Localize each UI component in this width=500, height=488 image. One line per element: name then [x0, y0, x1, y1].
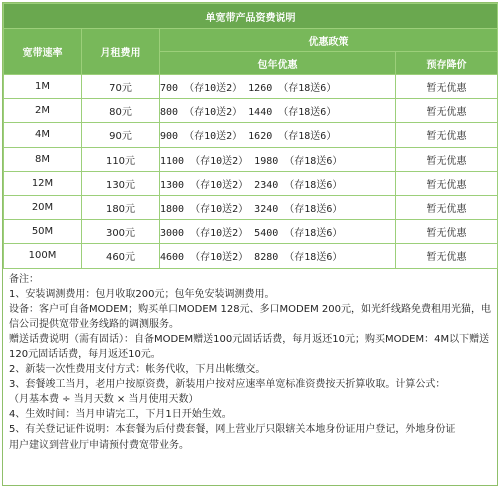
table-row: [4, 171, 498, 195]
cell-prepay: 暂无优惠: [396, 123, 498, 147]
notes-line: 5、有关登记证件说明：本套餐为后付费套餐，网上营业厅只限辖关本地身份证用户登记，外地身份证: [9, 424, 456, 436]
table-row: [4, 195, 498, 219]
header-monthly-fee: 月租费用: [82, 29, 160, 75]
notes-label: 备注：: [9, 273, 39, 285]
cell-prepay: 暂无优惠: [396, 147, 498, 171]
table-row: [4, 244, 498, 268]
cell-prepay: 暂无优惠: [396, 220, 498, 244]
cell-speed: 4M: [4, 123, 82, 147]
cell-prepay: 暂无优惠: [396, 99, 498, 123]
cell-annual-offer: 3000 （存10送2） 5400 （存18送6）: [160, 220, 396, 244]
cell-monthly-fee: 130元: [82, 171, 160, 195]
cell-annual-offer: 4600 （存10送2） 8280 （存18送6）: [160, 244, 396, 268]
cell-annual-offer: 1100 （存10送2） 1980 （存18送6）: [160, 147, 396, 171]
notes-line: 1、安装调测费用：包月收取200元；包年免安装调测费用。: [9, 288, 275, 300]
header-promo: 优惠政策: [160, 29, 498, 52]
cell-annual-offer: 1300 （存10送2） 2340 （存18送6）: [160, 171, 396, 195]
header-annual: 包年优惠: [160, 52, 396, 75]
notes-line: （月基本费 ÷ 当月天数 × 当月使用天数）: [9, 394, 199, 406]
cell-monthly-fee: 300元: [82, 220, 160, 244]
cell-speed: 2M: [4, 99, 82, 123]
cell-speed: 100M: [4, 244, 82, 268]
cell-annual-offer: 800 （存10送2） 1440 （存18送6）: [160, 99, 396, 123]
cell-monthly-fee: 460元: [82, 244, 160, 268]
cell-prepay: 暂无优惠: [396, 195, 498, 219]
cell-monthly-fee: 110元: [82, 147, 160, 171]
table-row: [4, 220, 498, 244]
notes-line: 2、新装一次性费用支付方式：帐务代收，下月出帐缴交。: [9, 364, 266, 376]
notes-line: 4、生效时间：当月申请完工，下月1日开始生效。: [9, 409, 232, 421]
cell-annual-offer: 900 （存10送2） 1620 （存18送6）: [160, 123, 396, 147]
tariff-table: [3, 3, 498, 269]
cell-speed: 1M: [4, 75, 82, 99]
notes-line: 3、套餐竣工当月，老用户按原资费，新装用户按对应速率单宽标准资费按天折算收取。计算公式：: [9, 379, 446, 391]
cell-prepay: 暂无优惠: [396, 171, 498, 195]
table-row: [4, 147, 498, 171]
table-row: [4, 123, 498, 147]
table-title: 单宽带产品资费说明: [4, 4, 498, 29]
cell-monthly-fee: 70元: [82, 75, 160, 99]
cell-speed: 8M: [4, 147, 82, 171]
table-row: [4, 99, 498, 123]
cell-speed: 12M: [4, 171, 82, 195]
cell-monthly-fee: 90元: [82, 123, 160, 147]
notes-line: 设备：客户可自备MODEM；购买单口MODEM 128元、多口MODEM 200元，如光纤线路免费租用光猫，电: [9, 303, 491, 315]
header-prepay: 预存降价: [396, 52, 498, 75]
cell-prepay: 暂无优惠: [396, 244, 498, 268]
cell-prepay: 暂无优惠: [396, 75, 498, 99]
table-row: [4, 75, 498, 99]
cell-monthly-fee: 80元: [82, 99, 160, 123]
notes-line: 信公司提供宽带业务线路的调测服务。: [9, 318, 179, 330]
notes-line: 用户建议到营业厅申请预付费宽带业务。: [9, 439, 189, 451]
tariff-panel: [2, 2, 498, 486]
cell-annual-offer: 700 （存10送2） 1260 （存18送6）: [160, 75, 396, 99]
cell-speed: 20M: [4, 195, 82, 219]
cell-annual-offer: 1800 （存10送2） 3240 （存18送6）: [160, 195, 396, 219]
header-speed: 宽带速率: [4, 29, 82, 75]
notes-line: 赠送话费说明（需有固话）：自备MODEM赠送100元固话话费，每月返还10元；购买MODEM：4M以下赠送: [9, 333, 490, 345]
cell-speed: 50M: [4, 220, 82, 244]
cell-monthly-fee: 180元: [82, 195, 160, 219]
notes-section: [3, 269, 497, 453]
notes-line: 120元固话话费，每月返还10元。: [9, 348, 161, 360]
